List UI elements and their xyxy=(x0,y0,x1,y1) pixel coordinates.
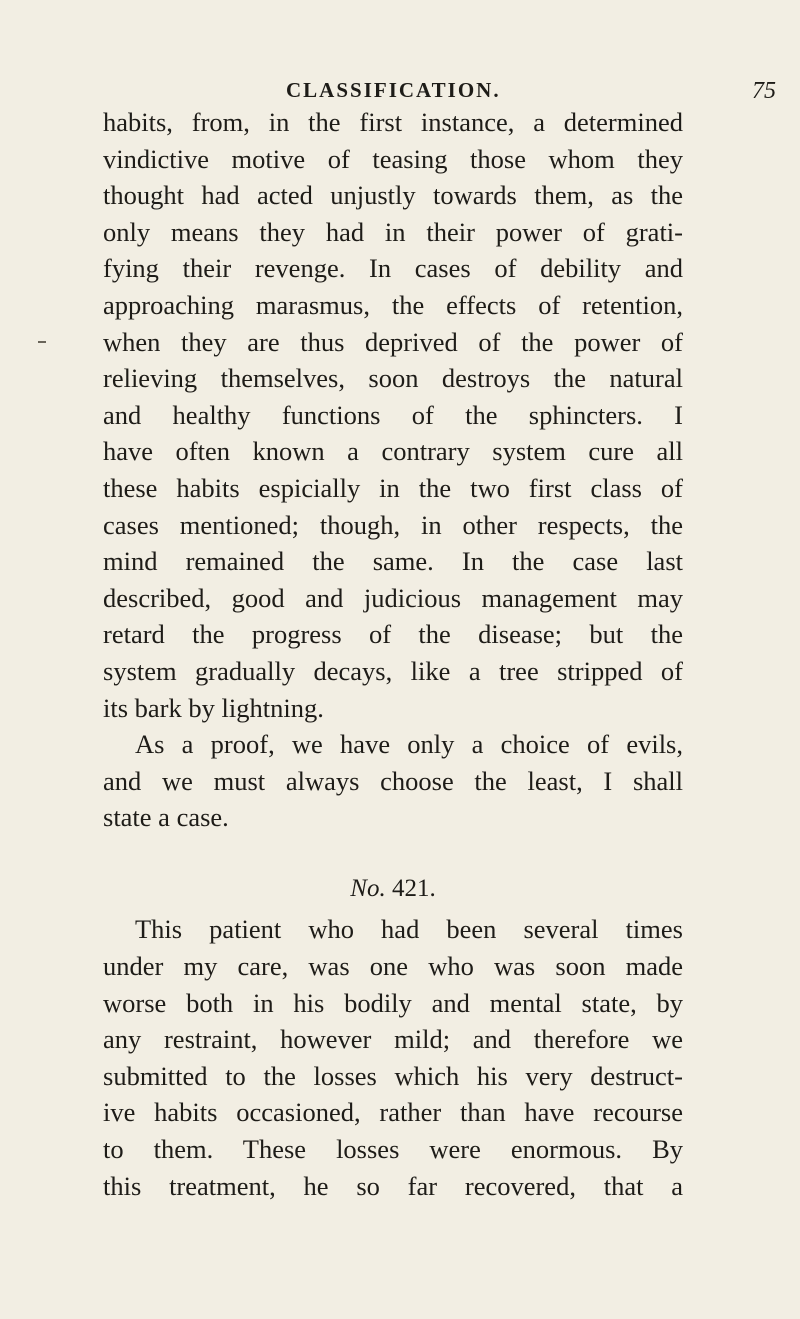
text-line: vindictive motive of teasing those whom they xyxy=(103,143,683,174)
text-line: its bark by lightning. xyxy=(103,692,324,723)
text-line: system gradually decays, like a tree stripped of xyxy=(103,655,683,686)
text-line: this treatment, he so far recovered, that a xyxy=(103,1170,683,1201)
case-heading-number: 421. xyxy=(391,874,436,902)
text-line: described, good and judicious management may xyxy=(103,582,683,613)
text-line: mind remained the same. In the case last xyxy=(103,546,683,577)
page-number: 75 xyxy=(752,78,776,104)
text-line: fying their revenge. In cases of debility and xyxy=(103,253,683,284)
text-line: under my care, was one who was soon made xyxy=(103,951,683,982)
text-line: and healthy functions of the sphincters. I xyxy=(103,399,683,430)
text-line: to them. These losses were enormous. By xyxy=(103,1134,683,1165)
case-heading xyxy=(103,871,683,908)
text-line: relieving themselves, soon destroys the natural xyxy=(103,363,683,394)
text-line: when they are thus deprived of the power of xyxy=(103,326,683,357)
case-heading-prefix: No. xyxy=(350,874,386,902)
text-line: have often known a contrary system cure all xyxy=(103,436,683,467)
text-line: approaching marasmus, the effects of retention, xyxy=(103,289,683,320)
text-line: habits, from, in the first instance, a determined xyxy=(103,107,683,137)
text-line: submitted to the losses which his very destruct- xyxy=(103,1060,683,1091)
paragraph-3 xyxy=(103,911,683,1204)
text-line: state a case. xyxy=(103,802,229,833)
text-line: these habits espicially in the two first class of xyxy=(103,472,683,503)
paragraph-1 xyxy=(103,104,683,726)
text-line: As a proof, we have only a choice of evils, xyxy=(135,729,683,760)
running-title: CLASSIFICATION. xyxy=(286,78,501,102)
text-line: any restraint, however mild; and therefore we xyxy=(103,1024,683,1055)
paragraph-2 xyxy=(103,726,683,836)
text-line: ive habits occasioned, rather than have recourse xyxy=(103,1097,683,1128)
body-text xyxy=(103,104,683,1204)
text-line: retard the progress of the disease; but the xyxy=(103,619,683,650)
text-line: This patient who had been several times xyxy=(135,914,683,945)
text-line: cases mentioned; though, in other respects, the xyxy=(103,509,683,540)
margin-mark xyxy=(38,341,46,343)
text-line: only means they had in their power of grati- xyxy=(103,216,683,247)
text-line: and we must always choose the least, I shall xyxy=(103,765,683,796)
text-line: worse both in his bodily and mental state, by xyxy=(103,987,683,1018)
text-line: thought had acted unjustly towards them, as the xyxy=(103,180,683,211)
